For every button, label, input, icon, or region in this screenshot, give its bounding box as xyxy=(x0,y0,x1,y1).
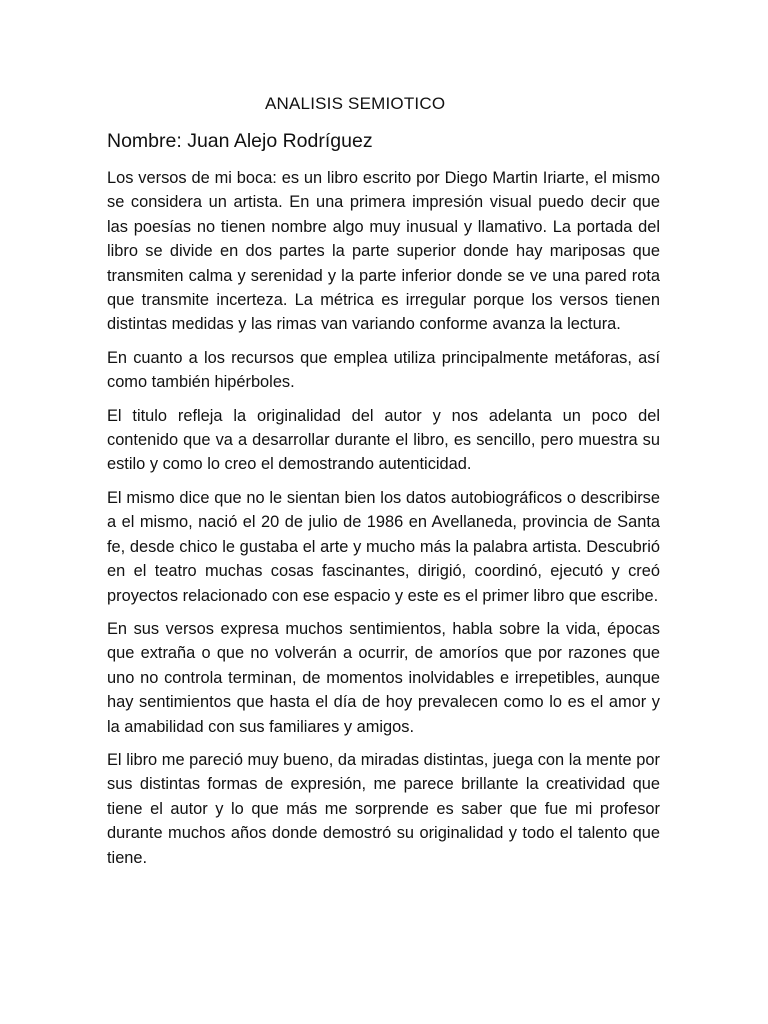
paragraph-title-analysis: El titulo refleja la originalidad del autor y nos adelanta un poco del contenido que va a desarrollar durante el libro, es sencillo, pero muestra su estilo y como lo creo el demostrando autenticidad. xyxy=(107,406,660,474)
paragraph-resources: En cuanto a los recursos que emplea utiliza principalmente metáforas, así como también hipérboles. xyxy=(107,348,660,392)
document-body xyxy=(107,166,660,879)
paragraph-intro: Los versos de mi boca: es un libro escrito por Diego Martin Iriarte, el mismo se considera un artista. En una primera impresión visual puedo decir que las poesías no tienen nombre algo muy inusual y llamativo. La portada del libro se divide en dos partes la parte superior donde hay mariposas que transmiten calma y serenidad y la parte inferior donde se ve una pared rota que transmite incerteza. La métrica es irregular porque los versos tienen distintas medidas y las rimas van variando conforme avanza la lectura. xyxy=(107,169,660,334)
document-title: ANALISIS SEMIOTICO xyxy=(265,94,446,113)
paragraph-author-biography: El mismo dice que no le sientan bien los datos autobiográficos o describirse a el mismo, nació el 20 de julio de 1986 en Avellaneda, provincia de Santa fe, desde chico le gustaba el arte y mucho más la palabra artista. Descubrió en el teatro muchas cosas fascinantes, dirigió, coordinó, ejecutó y creó proyectos relacionado con ese espacio y este es el primer libro que escribe. xyxy=(107,488,660,605)
paragraph-themes: En sus versos expresa muchos sentimientos, habla sobre la vida, épocas que extraña o que no volverán a ocurrir, de amoríos que por razones que uno no controla terminan, de momentos inolvidables e irrepetibles, aunque hay sentimientos que hasta el día de hoy prevalecen como lo es el amor y la amabilidad con sus familiares y amigos. xyxy=(107,619,660,736)
paragraph-opinion: El libro me pareció muy bueno, da miradas distintas, juega con la mente por sus distintas formas de expresión, me parece brillante la creatividad que tiene el autor y lo que más me sorprende es saber que fue mi profesor durante muchos años donde demostró su originalidad y todo el talento que tiene. xyxy=(107,750,660,867)
author-name-line: Nombre: Juan Alejo Rodríguez xyxy=(107,130,373,152)
